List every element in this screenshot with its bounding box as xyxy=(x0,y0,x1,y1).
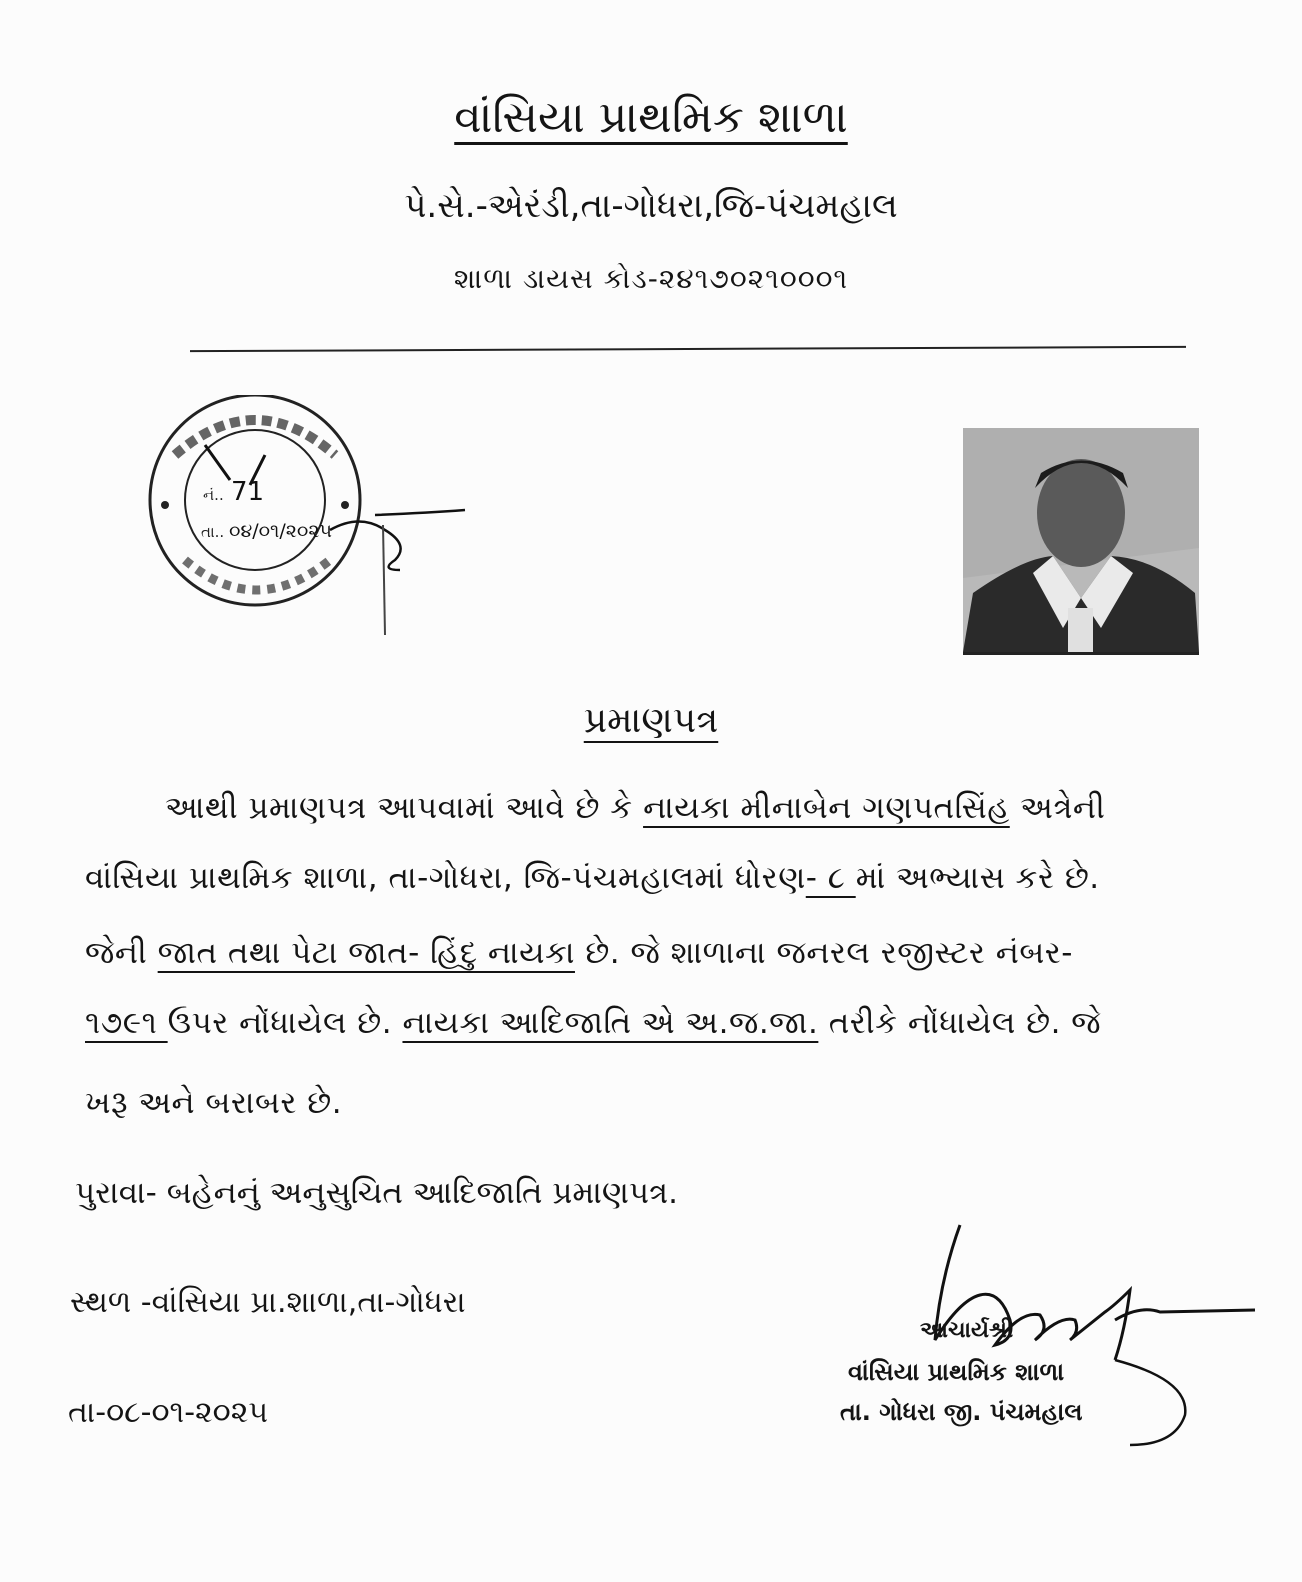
register-number: ૧૭૯૧ xyxy=(85,1005,168,1041)
school-stamp xyxy=(145,395,475,645)
certificate-line-5: ખરૂ અને બરાબર છે. xyxy=(85,1085,343,1121)
signatory-school: વાંસિયા પ્રાથમિક શાળા xyxy=(848,1358,1065,1386)
certificate-line-1: આથી પ્રમાણપત્ર આપવામાં આવે છે કે નાયકા મીનાબેન ગણપતસિંહ અત્રેની xyxy=(165,790,1106,826)
stamp-date-value: ૦૪/૦૧/૨૦૨૫ xyxy=(229,520,332,542)
proof-line: પુરાવા- બહેનનું અનુસુચિત આદિજાતિ પ્રમાણપત્ર. xyxy=(75,1175,678,1211)
dise-code: શાળા ડાયસ કોડ-૨૪૧૭૦૨૧૦૦૦૧ xyxy=(453,262,849,295)
signatory-title: આચાર્યશ્રી xyxy=(920,1318,1014,1343)
student-photo xyxy=(963,428,1199,655)
certificate-line-3: જેની જાત તથા પેટા જાત- હિંદુ નાયકા છે. જે શાળાના જનરલ રજીસ્ટર નંબર- xyxy=(85,935,1073,971)
signatory-address: તા. ગોધરા જી. પંચમહાલ xyxy=(840,1398,1083,1426)
header-divider xyxy=(190,346,1186,352)
student-name: નાયકા મીનાબેન ગણપતસિંહ xyxy=(643,790,1010,826)
caste: જાત તથા પેટા જાત- હિંદુ નાયકા xyxy=(157,935,575,971)
stamp-date-label: તા.. xyxy=(201,523,225,541)
school-address: પે.સે.-એરંડી,તા-ગોધરા,જિ-પંચમહાલ xyxy=(404,186,898,226)
certificate-line-4: ૧૭૯૧ ઉપર નોંધાયેલ છે. નાયકા આદિજાતિ એ અ.જ.જા. તરીકે નોંધાયેલ છે. જે xyxy=(85,1005,1102,1041)
place-line: સ્થળ -વાંસિયા પ્રા.શાળા,તા-ગોધરા xyxy=(70,1285,466,1320)
stamp-number-label: નં.. xyxy=(203,486,224,504)
certificate-line-2: વાંસિયા પ્રાથમિક શાળા, તા-ગોધરા, જિ-પંચમહાલમાં ધોરણ- ૮ માં અભ્યાસ કરે છે. xyxy=(85,860,1100,896)
school-title: વાંસિયા પ્રાથમિક શાળા xyxy=(454,92,848,143)
certificate-heading: પ્રમાણપત્ર xyxy=(583,700,719,741)
date-line: તા-૦૮-૦૧-૨૦૨૫ xyxy=(68,1395,269,1430)
tribe-status: નાયકા આદિજાતિ એ અ.જ.જા. xyxy=(402,1005,819,1041)
standard: - ૮ xyxy=(805,860,856,896)
stamp-number-value: 71 xyxy=(231,477,265,507)
